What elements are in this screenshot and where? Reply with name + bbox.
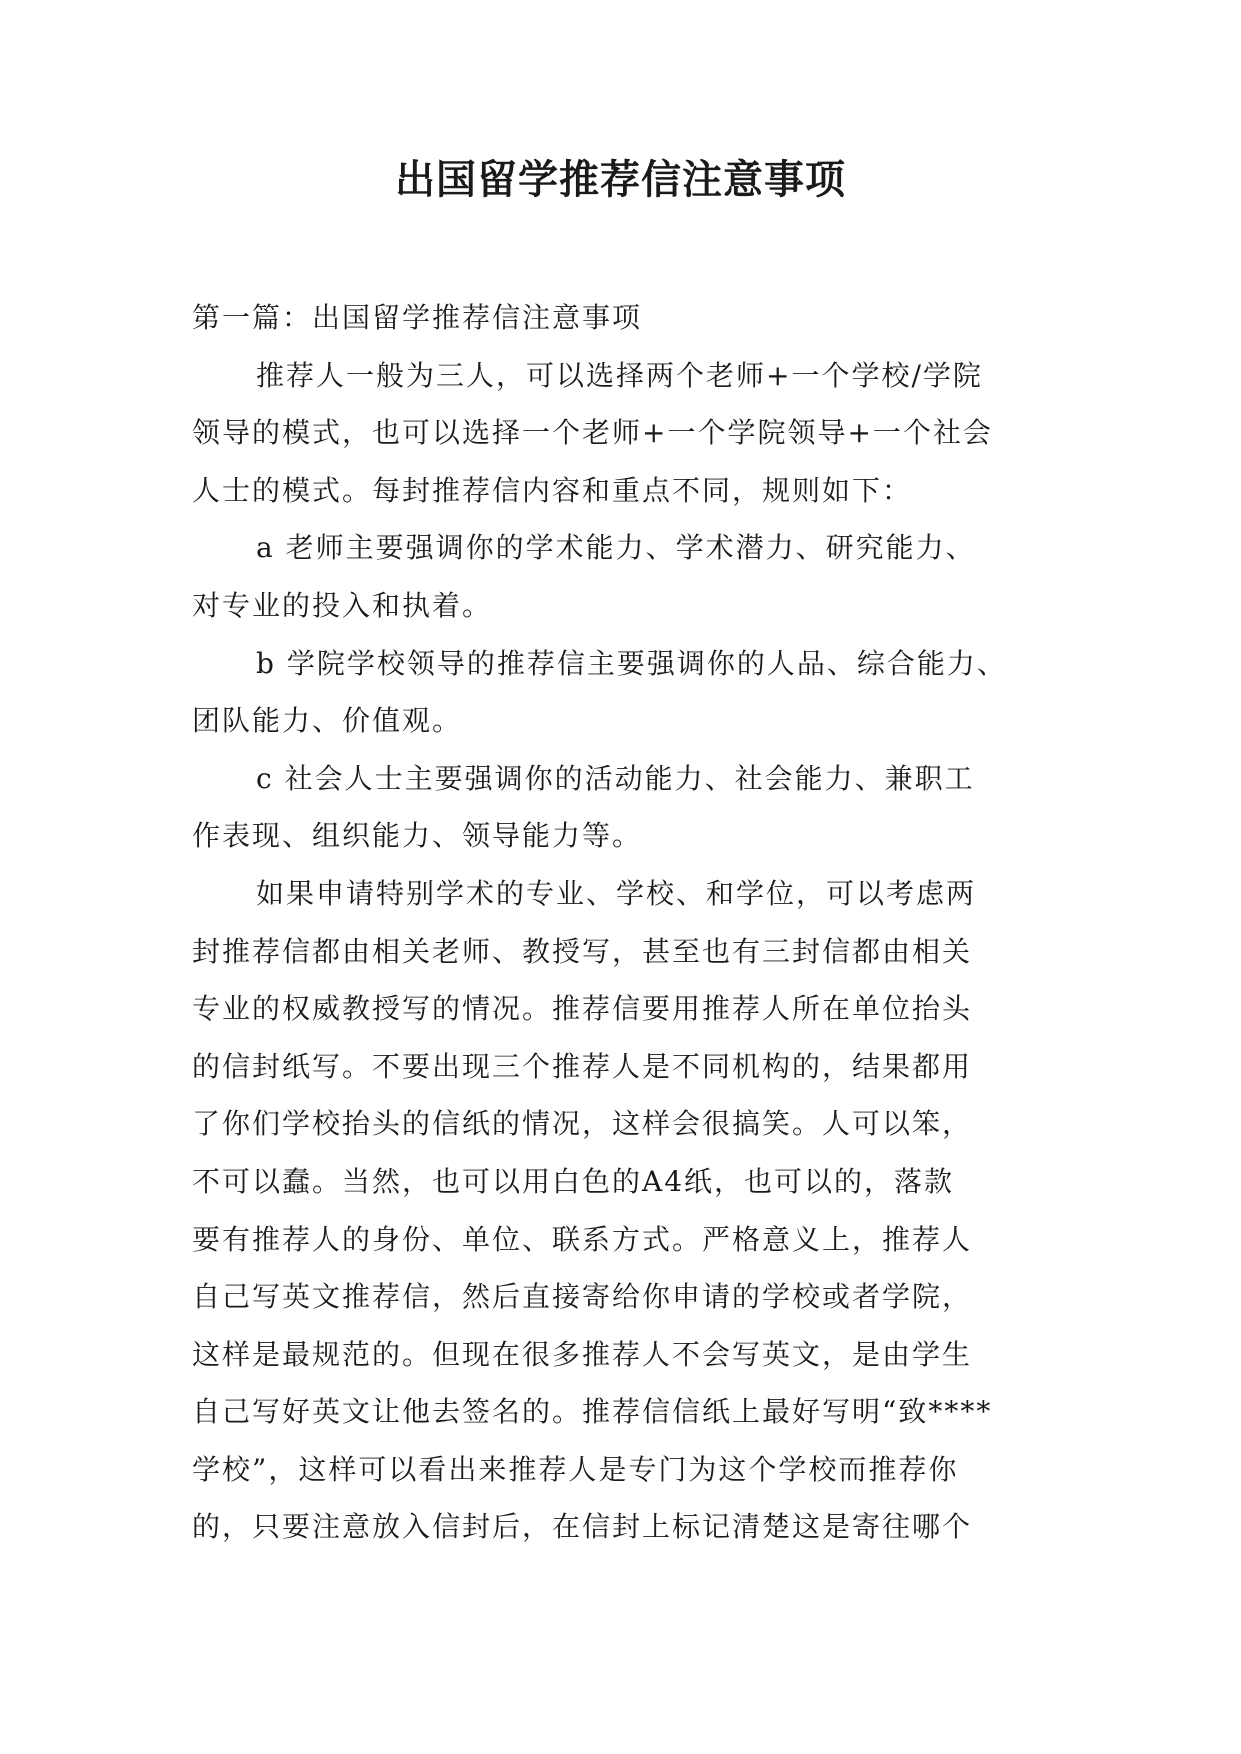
document-title: 出国留学推荐信注意事项: [395, 157, 846, 203]
paragraph-line: 的信封纸写。不要出现三个推荐人是不同机构的，结果都用: [192, 1049, 973, 1083]
paragraph-line: 了你们学校抬头的信纸的情况，这样会很搞笑。人可以笨，: [192, 1107, 973, 1141]
paragraph-line: 人士的模式。每封推荐信内容和重点不同，规则如下：: [192, 473, 913, 507]
paragraph-line: 学校”，这样可以看出来推荐人是专门为这个学校而推荐你: [192, 1452, 959, 1486]
section-heading: 第一篇：出国留学推荐信注意事项: [192, 301, 643, 334]
paragraph-line: b 学院学校领导的推荐信主要强调你的人品、综合能力、: [256, 646, 1007, 680]
paragraph-line: 的，只要注意放入信封后，在信封上标记清楚这是寄往哪个: [192, 1510, 973, 1544]
paragraph-line: a 老师主要强调你的学术能力、学术潜力、研究能力、: [256, 531, 976, 565]
paragraph-line: 自己写好英文让他去签名的。推荐信信纸上最好写明“致****: [192, 1395, 993, 1429]
document-body: [192, 289, 1062, 1556]
paragraph-line: 自己写英文推荐信，然后直接寄给你申请的学校或者学院，: [192, 1280, 973, 1314]
paragraph-line: 不可以蠢。当然，也可以用白色的A4纸，也可以的，落款: [192, 1164, 955, 1198]
paragraph-line: 领导的模式，也可以选择一个老师+一个学院领导+一个社会: [192, 416, 993, 450]
paragraph-line: c 社会人士主要强调你的活动能力、社会能力、兼职工: [256, 761, 975, 795]
paragraph-line: 专业的权威教授写的情况。推荐信要用推荐人所在单位抬头: [192, 992, 973, 1026]
paragraph-line: 如果申请特别学术的专业、学校、和学位，可以考虑两: [256, 876, 977, 910]
paragraph-line: 团队能力、价值观。: [192, 704, 463, 738]
paragraph-line: 作表现、组织能力、领导能力等。: [192, 819, 643, 853]
paragraph-line: 对专业的投入和执着。: [192, 588, 493, 622]
paragraph-line: 推荐人一般为三人，可以选择两个老师+一个学校/学院: [256, 358, 983, 392]
paragraph-line: 要有推荐人的身份、单位、联系方式。严格意义上，推荐人: [192, 1222, 973, 1256]
paragraph-line: 这样是最规范的。但现在很多推荐人不会写英文，是由学生: [192, 1337, 973, 1371]
paragraph-line: 封推荐信都由相关老师、教授写，甚至也有三封信都由相关: [192, 934, 973, 968]
